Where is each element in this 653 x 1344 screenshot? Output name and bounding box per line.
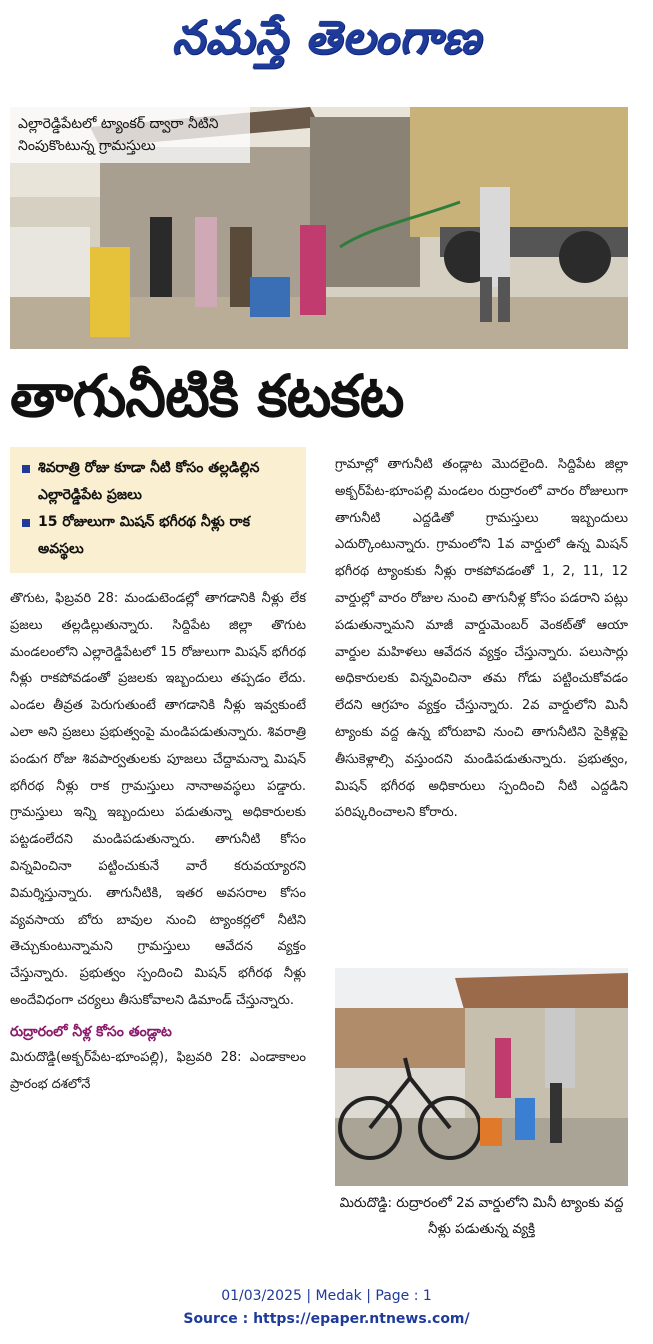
- source-link[interactable]: Source : https://epaper.ntnews.com/: [183, 1311, 470, 1327]
- article-body-left-2: మిరుదొడ్డి(అక్బర్‌పేట-భూంపల్లి), ఫిబ్రవరి 28: ఎండాకాలం ప్రారంభ దశలోనే: [10, 1049, 306, 1092]
- newspaper-logo: నమస్తే తెలంగాణ: [171, 10, 482, 64]
- edition-dateline: 01/03/2025 | Medak | Page : 1: [221, 1288, 432, 1304]
- footer: [0, 1284, 653, 1330]
- summary-bullets: [10, 447, 306, 573]
- article-column-right: [335, 452, 628, 827]
- bottom-photo: [335, 968, 628, 1186]
- borewell-scene-illustration: [335, 968, 628, 1186]
- article-subhead: రుద్రారంలో నీళ్ల కోసం తండ్లాట: [10, 1023, 172, 1040]
- article-body-right: గ్రామాల్లో తాగునీటి తండ్లాట మొదలైంది. సిద్దిపేట జిల్లా అక్బర్‌పేట-భూంపల్లి మండలం రుద్రారంలో వారం రోజులుగా తాగునీటి ఎద్దడితో గ్రామస్తులు ఇబ్బందులు ఎదుర్కొంటున్నారు. గ్రామంలోని 1వ వార్డులో ఉన్న మిషన్ భగీరథ ట్యాంకుకు నీళ్లు రాకపోవడంతో 1, 2, 11, 12 వార్డుల్లో వారం రోజుల నుంచి తాగునీళ్ల కోసం పడరాని పట్లు పడుతున్నామని మాజీ వార్డుమెంబర్ వెంకట్‌తో ఆయా వార్డుల మహిళలు ఆవేదన వ్యక్తం చేస్తున్నారు. పలుసార్లు అధికారులకు విన్నవించినా తమ గోడు పట్టించుకోవడం లేదని ఆగ్రహం వ్యక్తం చేస్తున్నారు. 2వ వార్డులోని మినీ ట్యాంకు వద్ద ఉన్న బోరుబావి నుంచి తాగునీటిని సైకిళ్లపై తీసుకెళ్లాల్సి వస్తుందని మండిపడుతున్నారు. ప్రభుత్వం, మిషన్ భగీరథ అధికారులు స్పందించి నీటి ఎద్దడిని పరిష్కరించాలని కోరారు.: [335, 457, 628, 821]
- article-body-left: తొగుట, ఫిబ్రవరి 28: మండుటెండల్లో తాగడానికి నీళ్లు లేక ప్రజలు తల్లడిల్లుతున్నారు. సిద్దిపేట జిల్లా తొగుట మండలంలోని ఎల్లారెడ్డిపేటలో 15 రోజులుగా మిషన్ భగీరథ నీళ్లు రాకపోవడంతో ప్రజలకు ఇబ్బందులు తప్పడం లేదు. ఎండల తీవ్రత పెరుగుతుంటే తాగడానికి నీళ్లు ఇవ్వకుంటే ఎలా అని ప్రజలు ప్రభుత్వంపై మండిపడుతున్నారు. శివరాత్రి పండుగ రోజు శివపార్వతులకు పూజలు చేద్దామన్నా మిషన్ భగీరథ నీళ్లు రాక గ్రామస్తులు నానాఅవస్థలు పడ్డారు. గ్రామస్తులు ఇన్ని ఇబ్బందులు పడుతున్నా అధికారులకు పట్టడంలేదని మండిపడుతున్నారు. తాగునీటి కోసం విన్నవించినా పట్టించుకునే వారే కరువయ్యారని విమర్శిస్తున్నారు. తాగునీటికి, ఇతర అవసరాల కోసం వ్యవసాయ బోరు బావుల నుంచి ట్యాంకర్లలో నీటిని తెచ్చుకుంటున్నామని గ్రామస్తులు ఆవేదన వ్యక్తం చేస్తున్నారు. ప్రభుత్వం స్పందించి మిషన్ భగీరథ నీళ్లు అందేవిధంగా చర్యలు తీసుకోవాలని డిమాండ్ చేస్తున్నారు.: [10, 591, 306, 1008]
- article-column-left: [10, 586, 306, 1098]
- top-photo: [10, 107, 628, 349]
- summary-bullet: శివరాత్రి రోజు కూడా నీటి కోసం తల్లడిల్లిన ఎల్లారెడ్డిపేట ప్రజలు: [20, 455, 296, 509]
- headline: తాగునీటికి కటకట: [10, 362, 404, 430]
- masthead: [0, 0, 653, 96]
- top-photo-caption: ఎల్లారెడ్డిపేటలో ట్యాంకర్ ద్వారా నీటిని నింపుకొంటున్న గ్రామస్తులు: [10, 107, 250, 163]
- summary-bullet: 15 రోజులుగా మిషన్ భగీరథ నీళ్లు రాక అవస్థలు: [20, 509, 296, 563]
- bottom-photo-caption: మిరుదొడ్డి: రుద్రారంలో 2వ వార్డులోని మినీ ట్యాంకు వద్ద నీళ్లు పడుతున్న వ్యక్తి: [339, 1195, 624, 1237]
